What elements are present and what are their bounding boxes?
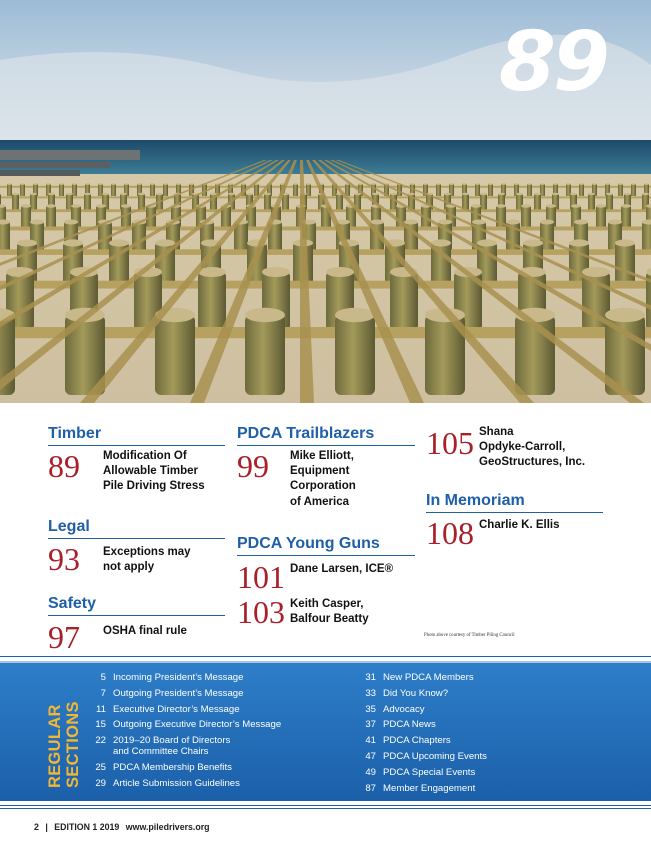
entry-page-number: 101 [237,559,285,595]
regular-section-page-number: 7 [100,687,106,699]
entry-title: Keith Casper, Balfour Beatty [290,598,369,626]
regular-section-page-number: 33 [365,687,376,699]
feature-page-number: 89 [498,15,607,110]
band-top-rule [0,656,651,657]
section-timber [48,425,225,508]
regular-section-page-number: 47 [365,751,376,762]
entry-page-number: 99 [237,448,269,484]
regular-section-title: Article Submission Guidelines [113,777,240,789]
toc-entry[interactable] [48,446,225,508]
entry-title: Exceptions may not apply [103,546,191,574]
regular-section-title: PDCA Chapters [383,735,451,747]
regular-section-title: PDCA Upcoming Events [383,751,487,762]
regular-section-page-number: 29 [95,777,106,789]
toc-entry[interactable] [237,596,415,636]
entry-title: Dane Larsen, ICE® [290,563,394,575]
regular-section-title: Executive Director’s Message [113,703,240,715]
regular-section-page-number: 37 [365,719,376,731]
section-legal [48,518,225,589]
toc-entry[interactable] [48,539,225,589]
toc-entry[interactable] [48,616,225,656]
section-heading: In Memoriam [426,492,603,513]
entry-page-number: 103 [237,594,285,630]
regular-section-title: PDCA Special Events [383,766,476,778]
regular-section-title: New PDCA Members [383,672,474,683]
entry-title: OSHA final rule [103,625,187,637]
entry-page-number: 108 [426,515,474,551]
regular-section-page-number: 11 [96,703,106,715]
regular-section-title: Member Engagement [383,782,476,794]
toc-entry[interactable] [237,556,415,596]
regular-section-page-number: 49 [365,766,376,778]
band-bottom-rule [0,805,651,806]
regular-section-title: Did You Know? [383,687,449,699]
entry-page-number: 105 [426,425,474,461]
entry-page-number: 89 [48,448,80,484]
regular-section-page-number: 35 [365,703,376,715]
entry-title: Mike Elliott, Equipment Corporation of America [290,450,356,508]
regular-section-title: Outgoing Executive Director’s Message [113,719,282,731]
footer-separator: | [45,822,48,832]
cover-photo [0,0,651,403]
photo-credit: Photo above courtesy of Timber Piling Council [424,633,515,638]
regular-section-title: PDCA News [383,719,436,731]
regular-section-title: Outgoing President’s Message [113,687,244,699]
entry-page-number: 93 [48,541,80,577]
section-in-memoriam [426,492,603,553]
footer-edition: EDITION 1 2019 [54,822,120,832]
section-safety [48,595,225,656]
footer-page-number: 2 [34,822,39,832]
band-bottom-rule-2 [0,808,651,809]
section-heading: Safety [48,595,225,616]
entry-page-number: 97 [48,619,80,655]
regular-section-page-number: 5 [100,672,106,683]
regular-section-title: 2019–20 Board of Directors [113,735,231,747]
entry-title: Shana Opdyke-Carroll, GeoStructures, Inc. [479,426,586,469]
toc-entry[interactable] [426,425,603,487]
toc-entry[interactable] [426,513,603,553]
page-footer [34,822,210,832]
section-heading: PDCA Trailblazers [237,425,415,446]
footer-website-link[interactable]: www.piledrivers.org [125,822,210,832]
regular-sections-label: REGULAR SECTIONS [46,701,82,788]
regular-section-title: Incoming President’s Message [113,672,244,683]
section-heading: Timber [48,425,225,446]
regular-section-page-number: 41 [365,735,376,747]
regular-section-page-number: 25 [95,762,106,773]
entry-title: Charlie K. Ellis [479,519,560,531]
section-pdca-trailblazers [237,425,415,526]
regular-section-page-number: 15 [95,719,106,731]
section-heading: Legal [48,518,225,539]
regular-section-title: and Committee Chairs [113,746,209,758]
section-pdca-young-guns [237,535,415,636]
section-heading: PDCA Young Guns [237,535,415,556]
section-trailblazers-continued [426,425,603,487]
regular-section-page-number: 31 [365,672,376,683]
regular-section-title: Advocacy [383,703,425,715]
toc-entry[interactable] [237,446,415,526]
regular-section-title: PDCA Membership Benefits [113,762,232,773]
entry-title: Modification Of Allowable Timber Pile Driving Stress [103,450,205,493]
regular-section-page-number: 22 [95,735,106,747]
regular-section-page-number: 87 [365,782,376,794]
